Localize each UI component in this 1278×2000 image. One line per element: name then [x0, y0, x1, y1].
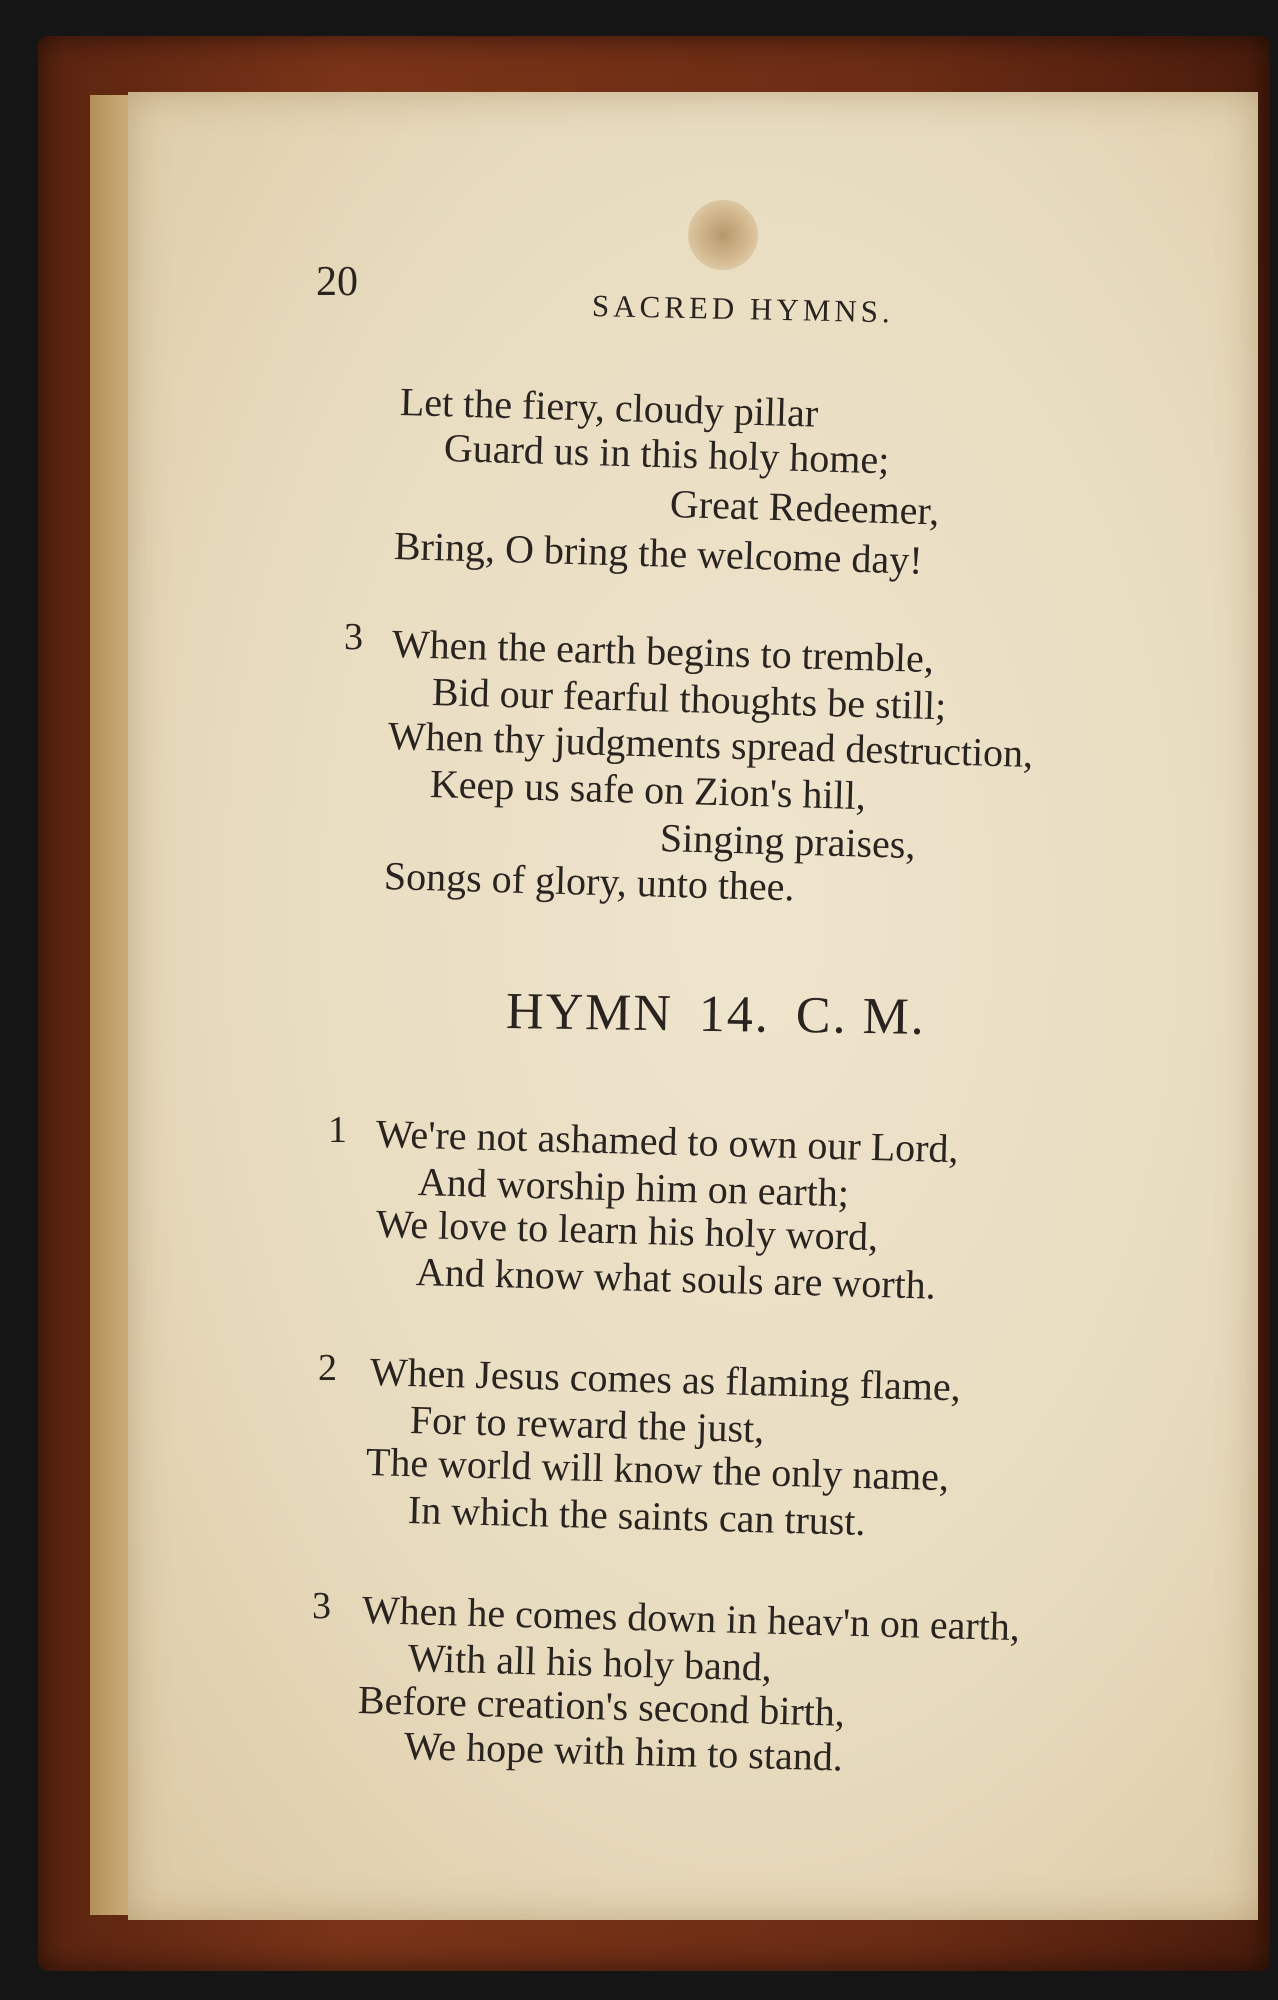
- verse-line: We hope with him to stand.: [403, 1723, 844, 1780]
- verse-line: Bid our fearful thoughts be still;: [431, 669, 947, 729]
- verse-line: And worship him on earth;: [417, 1159, 850, 1216]
- verse-line: Keep us safe on Zion's hill,: [429, 761, 867, 819]
- stanza-number: 2: [318, 1347, 337, 1389]
- verse-line: Songs of glory, unto thee.: [383, 853, 796, 910]
- verse-line: Before creation's second birth,: [357, 1677, 846, 1735]
- running-title: SACRED HYMNS.: [591, 288, 895, 330]
- verse-line: Let the fiery, cloudy pillar: [399, 379, 819, 436]
- verse-line: And know what souls are worth.: [415, 1249, 937, 1308]
- verse-line: We're not ashamed to own our Lord,: [375, 1111, 960, 1172]
- hymn-number: 14.: [698, 985, 771, 1044]
- page-number: 20: [316, 259, 358, 305]
- stanza-number: 1: [328, 1109, 347, 1151]
- verse-line: In which the saints can trust.: [407, 1487, 867, 1544]
- verse-line: Bring, O bring the welcome day!: [393, 523, 924, 583]
- stanza-number: 3: [344, 616, 363, 658]
- hymn-label: HYMN: [505, 983, 674, 1043]
- verse-line: When he comes down in heav'n on earth,: [361, 1587, 1021, 1650]
- hymn-title: [506, 982, 953, 1047]
- verse-line: Guard us in this holy home;: [443, 425, 890, 483]
- verse-line: When Jesus comes as flaming flame,: [369, 1349, 962, 1410]
- verse-line: The world will know the only name,: [365, 1439, 950, 1500]
- stanza-number: 3: [312, 1585, 331, 1627]
- verse-line: With all his holy band,: [407, 1635, 773, 1690]
- verse-line: We love to learn his holy word,: [375, 1201, 879, 1260]
- hymn-meter: C. M.: [795, 987, 927, 1046]
- verse-line: When the earth begins to tremble,: [391, 621, 935, 682]
- verse-line: When thy judgments spread destruction,: [387, 713, 1034, 777]
- age-stain: [688, 200, 758, 270]
- verse-line: Singing praises,: [659, 815, 917, 868]
- verse-line: Great Redeemer,: [669, 481, 940, 534]
- verse-line: For to reward the just,: [409, 1397, 765, 1452]
